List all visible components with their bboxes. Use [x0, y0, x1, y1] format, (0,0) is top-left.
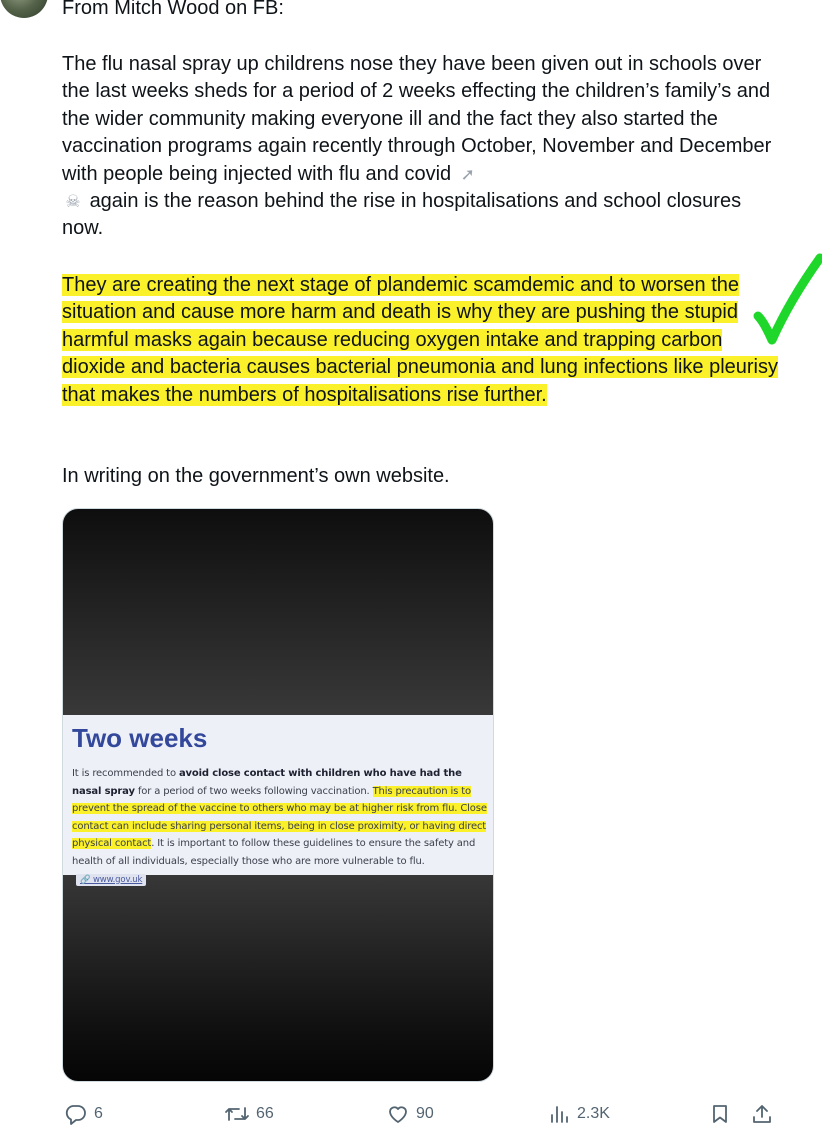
like-count: 90 [416, 1105, 434, 1122]
views-count: 2.3K [577, 1105, 610, 1122]
reply-count: 6 [94, 1105, 103, 1122]
document-source-link: 🔗 www.gov.uk [76, 874, 146, 886]
retweet-count: 66 [256, 1105, 274, 1122]
like-icon [386, 1102, 410, 1126]
document-body-text-1: It is recommended to [72, 768, 176, 779]
reply-icon [64, 1102, 88, 1126]
document-highlighted-text: This precaution is to prevent the spread of the vaccine to others who may be at higher risk from flu. Close contact can include sharing personal items, being in close proximity, or having direct physical contact [72, 785, 487, 850]
media-image[interactable] [62, 508, 494, 1082]
document-body-bold: avoid close contact with children who have had the nasal spray [72, 768, 462, 797]
share-icon [750, 1102, 774, 1126]
share-button[interactable] [750, 1100, 774, 1128]
bookmark-button[interactable] [708, 1100, 732, 1128]
document-body [72, 765, 492, 888]
document-title: Two weeks [72, 723, 208, 753]
reply-button[interactable] [64, 1100, 103, 1128]
document-body-text-3: . It is important to follow these guidelines to ensure the safety and health of all individuals, especially those who are more vulnerable to flu. [72, 838, 476, 867]
bookmark-icon [708, 1102, 732, 1126]
document-screenshot [63, 715, 494, 885]
tweet-action-bar [0, 1100, 822, 1130]
tweet-paragraph-1-text-b: again is the reason behind the rise in hospitalisations and school closures now. [62, 190, 742, 240]
tweet-paragraph-2 [62, 272, 784, 409]
avatar[interactable] [0, 0, 48, 18]
document-body-text-2: for a period of two weeks following vaccination. [137, 785, 370, 797]
tweet-paragraph-3: In writing on the government’s own website. [62, 465, 450, 487]
views-icon [549, 1102, 571, 1126]
skull-crossbones-icon: ☠ [65, 192, 81, 212]
tweet-paragraph-1 [62, 51, 784, 243]
highlighted-text: They are creating the next stage of plandemic scamdemic and to worsen the situation and cause more harm and death is why they are pushing the stupid harmful masks again because reducing oxygen intake and trapping carbon dioxide and bacteria causes bacterial pneumonia and lung infections like pleurisy that makes the numbers of hospitalisations rise further. [62, 274, 778, 406]
document-link-text: www.gov.uk [93, 874, 143, 885]
views-button[interactable] [549, 1100, 610, 1128]
green-checkmark-icon [752, 250, 822, 354]
like-button[interactable] [386, 1100, 434, 1128]
tweet-from-line: From Mitch Wood on FB: [62, 0, 284, 19]
syringe-icon: ➚ [460, 164, 475, 184]
retweet-icon [224, 1102, 250, 1126]
retweet-button[interactable] [224, 1100, 274, 1128]
tweet-paragraph-1-text-a: The flu nasal spray up childrens nose they have been given out in schools over the last weeks sheds for a period of 2 weeks effecting the children’s family’s and the wider community making everyone ill and the fact they also started the vaccination programs again recently through October, November and December with people being injected with flu and covid [62, 53, 772, 185]
